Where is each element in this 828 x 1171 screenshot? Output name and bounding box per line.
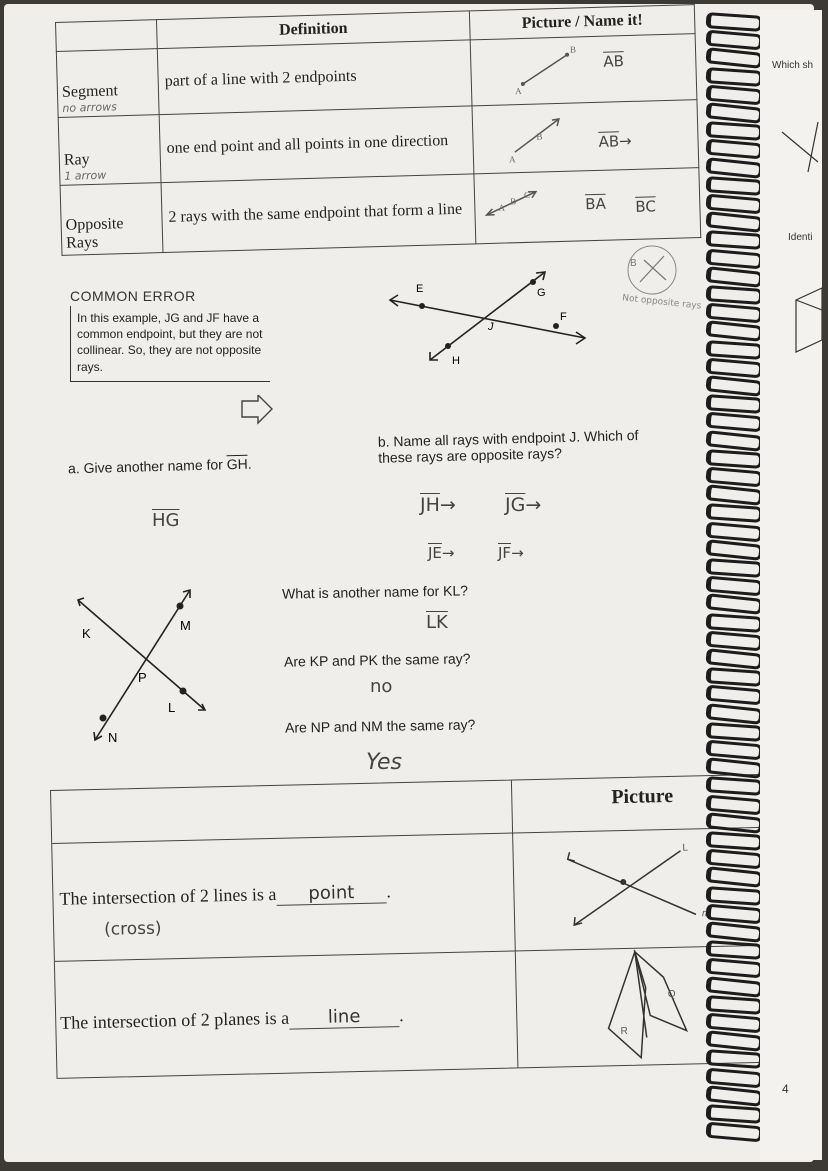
- segment-sketch: [472, 36, 674, 100]
- picture-segment: [470, 34, 697, 106]
- arrow-pointer-icon: [240, 395, 274, 427]
- picture-header: Picture: [611, 784, 674, 809]
- intersection-table: [50, 773, 803, 1079]
- label-f: F: [560, 311, 567, 323]
- statement-planes: The intersection of 2 planes is a line .: [60, 1005, 404, 1033]
- svg-text:C: C: [523, 189, 531, 200]
- term-segment: Segment no arrows: [56, 49, 159, 118]
- binding-coil: [706, 886, 763, 906]
- answer-jh: $\overline{JH}\to$: [420, 494, 456, 516]
- definition-ray: one end point and all points in one direction: [159, 106, 474, 183]
- binding-coil: [706, 667, 763, 687]
- statement-lines: The intersection of 2 lines is a point .: [59, 881, 392, 909]
- definition-segment: part of a line with 2 endpoints: [157, 40, 472, 115]
- binding-coil: [706, 285, 763, 305]
- common-error-title: COMMON ERROR: [70, 288, 196, 304]
- label-line-l: L: [682, 842, 689, 854]
- label-g: G: [537, 287, 546, 299]
- right-page-text-1: Which sh: [772, 60, 814, 71]
- header-picture: Picture / Name it!: [469, 5, 695, 40]
- svg-text:A: A: [498, 202, 505, 213]
- intersecting-planes-sketch: [585, 946, 708, 1065]
- svg-text:B: B: [569, 44, 577, 55]
- ray-name: $\overline{AB}\to$: [598, 131, 632, 151]
- label-n: N: [108, 730, 118, 745]
- question-kl: What is another name for KL?: [281, 582, 469, 602]
- label-j: J: [488, 321, 494, 333]
- label-plane-q: Q: [667, 988, 676, 1001]
- not-opposite-note: Not opposite rays: [621, 293, 702, 312]
- picture-opposite-rays: [474, 168, 701, 244]
- binding-coil: [705, 685, 762, 706]
- binding-coil: [705, 321, 762, 343]
- question-a: a. Give another name for $\overline{GH}$.: [67, 455, 252, 477]
- binding-coil: [705, 1122, 762, 1143]
- common-error-text: In this example, JG and JF have a common endpoint, but they are not collinear. So, they are not opposite rays.: [70, 306, 270, 382]
- label-plane-r: R: [620, 1025, 628, 1038]
- question-np-nm: Are NP and NM the same ray?: [284, 716, 476, 736]
- label-l: L: [168, 700, 176, 715]
- opposite-name-ba: $\overline{BA}$: [585, 194, 607, 214]
- answer-np-nm: Yes: [366, 750, 403, 775]
- figure-rays-ejfgh: [380, 260, 600, 375]
- label-k: K: [82, 626, 91, 641]
- binding-coil: [706, 722, 763, 742]
- column-divider: [511, 781, 519, 1068]
- page-number: 4: [782, 1082, 789, 1096]
- header-blank: [56, 20, 158, 52]
- binding-coil: [705, 266, 762, 288]
- right-page-sketch-1: [778, 102, 822, 182]
- binding-coil: [706, 1049, 763, 1069]
- binding-coil: [705, 539, 762, 561]
- term-opposite-rays: Opposite Rays: [60, 183, 163, 256]
- binding-coil: [706, 394, 763, 414]
- figure-lines-kmpln: [70, 580, 220, 750]
- binding-coil: [706, 176, 763, 196]
- binding-coil: [706, 1104, 763, 1124]
- answer-je: $\overline{JE}\to$: [428, 544, 455, 562]
- binding-coil: [706, 121, 763, 141]
- binding-coil: [706, 940, 763, 960]
- definition-opposite-rays: 2 rays with the same endpoint that form a line: [161, 174, 476, 253]
- segment-name: $\overline{AB}$: [603, 52, 625, 71]
- ray-sketch: [474, 102, 676, 168]
- answer-jf: $\overline{JF}\to$: [498, 544, 524, 562]
- answer-cross: (cross): [103, 918, 162, 940]
- binding-coil: [706, 230, 763, 250]
- svg-text:B: B: [630, 258, 637, 269]
- svg-text:B: B: [510, 196, 517, 207]
- label-line-m: m: [701, 908, 711, 920]
- answer-jg: $\overline{JG}\to$: [505, 494, 542, 516]
- binding-coil: [705, 958, 762, 979]
- answer-point: point: [276, 881, 386, 905]
- svg-text:A: A: [514, 86, 522, 97]
- answer-kp-pk: no: [370, 676, 393, 697]
- svg-text:B: B: [536, 131, 543, 142]
- picture-ray: [472, 100, 699, 174]
- binding-coil: [705, 812, 762, 834]
- right-page: [760, 10, 822, 1160]
- binding-coil: [705, 412, 762, 433]
- label-p: P: [138, 670, 147, 685]
- question-b: b. Name all rays with endpoint J. Which of these rays are opposite rays?: [377, 426, 639, 466]
- label-h: H: [452, 355, 460, 367]
- binding-coil: [706, 831, 763, 851]
- binding-coil: [706, 558, 763, 578]
- svg-text:A: A: [508, 154, 516, 165]
- binding-coil: [705, 976, 762, 998]
- binding-coil: [705, 1085, 762, 1107]
- common-error-box: [70, 288, 270, 382]
- binding-coil: [706, 449, 763, 469]
- opposite-name-bc: $\overline{BC}$: [635, 197, 657, 216]
- binding-coil: [706, 995, 763, 1015]
- answer-kl: $\overline{LK}$: [426, 612, 448, 633]
- term-ray: Ray 1 arrow: [58, 115, 161, 186]
- binding-coil: [706, 776, 763, 796]
- binding-coil: [705, 157, 762, 179]
- binding-coil: [706, 503, 763, 523]
- answer-line: line: [289, 1005, 399, 1029]
- definitions-table: [55, 4, 701, 256]
- right-page-text-2: Identi: [788, 232, 813, 243]
- label-m: M: [180, 618, 191, 633]
- binding-coil: [705, 430, 762, 452]
- binding-coil: [706, 340, 763, 360]
- binding-coil: [705, 594, 762, 616]
- cube-sketch: [786, 280, 822, 370]
- header-definition: Definition: [156, 11, 470, 49]
- spiral-binding: [700, 0, 758, 1171]
- binding-coil: [706, 613, 763, 633]
- label-e: E: [416, 283, 424, 295]
- binding-coil: [705, 703, 762, 725]
- binding-coil: [705, 867, 762, 889]
- binding-coil: [705, 48, 762, 70]
- answer-a: $\overline{HG}$: [152, 510, 180, 531]
- question-kp-pk: Are KP and PK the same ray?: [283, 650, 471, 670]
- binding-coil: [706, 67, 763, 87]
- binding-coil: [705, 139, 762, 160]
- binding-coil: [706, 12, 763, 32]
